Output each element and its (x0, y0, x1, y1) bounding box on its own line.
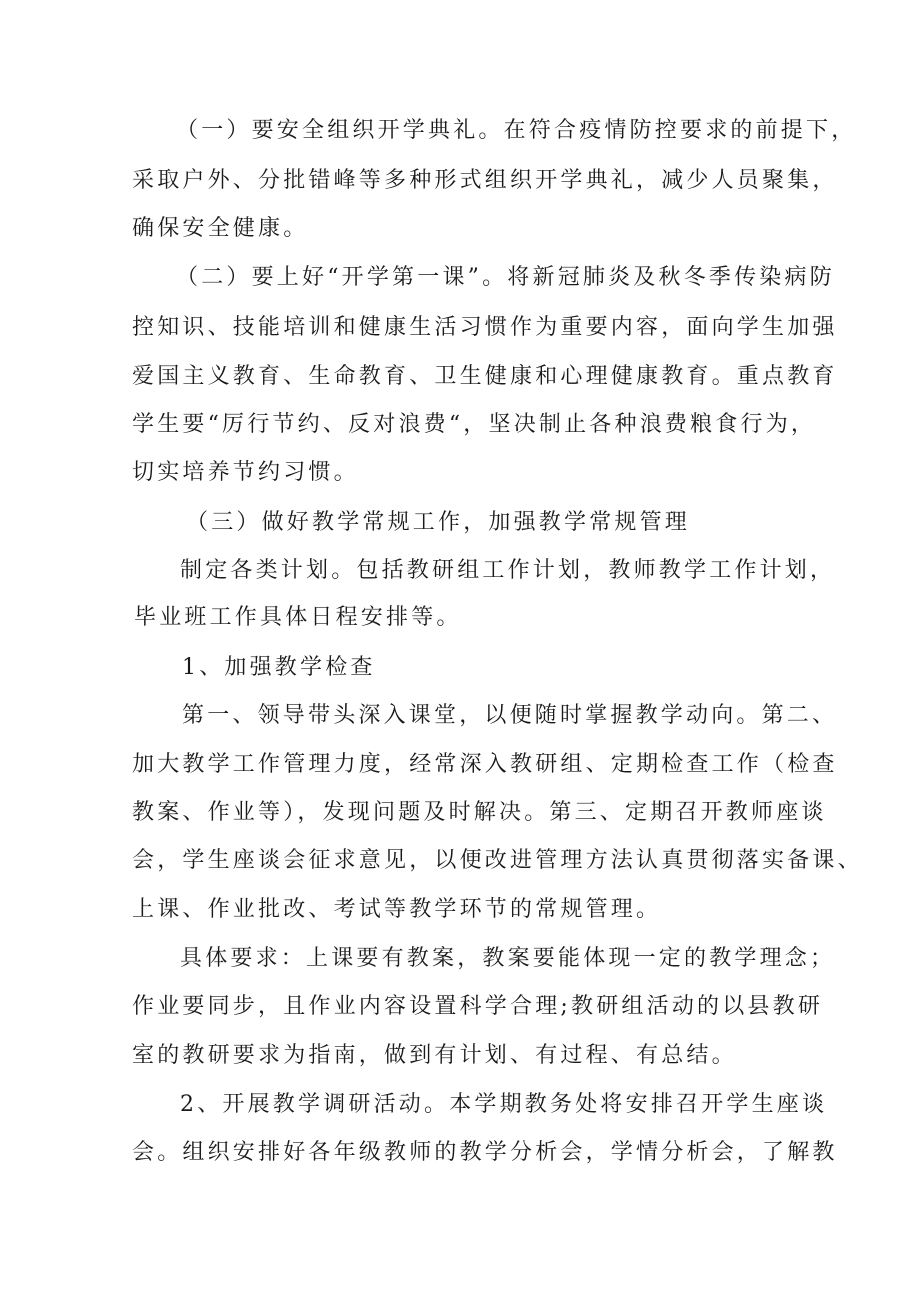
text-line: 确保安全健康。 (132, 216, 309, 241)
text-line: 作业要同步，且作业内容设置科学合理;教研组活动的以县教研 (132, 994, 824, 1019)
text-line: 室的教研要求为指南，做到有计划、有过程、有总结。 (132, 1043, 737, 1068)
subsection-heading: 1、加强教学检查 (182, 655, 376, 680)
text-line: 2、开展教学调研活动。本学期教务处将安排召开学生座谈 (180, 1092, 828, 1117)
text-line: 加大教学工作管理力度，经常深入教研组、定期检查工作（检查 (132, 752, 838, 777)
text-line: 采取户外、分批错峰等多种形式组织开学典礼，减少人员聚集， (132, 168, 838, 193)
text-line: 教案、作业等），发现问题及时解决。第三、定期召开教师座谈 (132, 800, 827, 825)
text-line: （一）要安全组织开学典礼。在符合疫情防控要求的前提下， (176, 118, 857, 143)
text-line: 第一、领导带头深入课堂，以便随时掌握教学动向。第二、 (182, 703, 838, 728)
text-line: 制定各类计划。包括教研组工作计划，教师教学工作计划， (180, 558, 836, 583)
text-line: 会。组织安排好各年级教师的教学分析会，学情分析会，了解教 (132, 1140, 838, 1165)
text-line: 学生要“厉行节约、反对浪费“，坚决制止各种浪费粮食行为， (132, 412, 817, 437)
text-line: 爱国主义教育、生命教育、卫生健康和心理健康教育。重点教育 (132, 364, 838, 389)
text-line: 上课、作业批改、考试等教学环节的常规管理。 (132, 897, 662, 922)
text-line: （二）要上好“开学第一课”。将新冠肺炎及秋冬季传染病防 (176, 265, 835, 290)
text-line: 毕业班工作具体日程安排等。 (134, 605, 462, 630)
text-line: 具体要求：上课要有教案，教案要能体现一定的教学理念； (180, 946, 836, 971)
text-line: 会，学生座谈会征求意见，以便改进管理方法认真贯彻落实备课、 (132, 848, 863, 873)
text-line: 控知识、技能培训和健康生活习惯作为重要内容，面向学生加强 (132, 315, 838, 340)
text-line: 切实培养节约习惯。 (132, 460, 359, 485)
section-heading: （三）做好教学常规工作，加强教学常规管理 (186, 510, 691, 535)
